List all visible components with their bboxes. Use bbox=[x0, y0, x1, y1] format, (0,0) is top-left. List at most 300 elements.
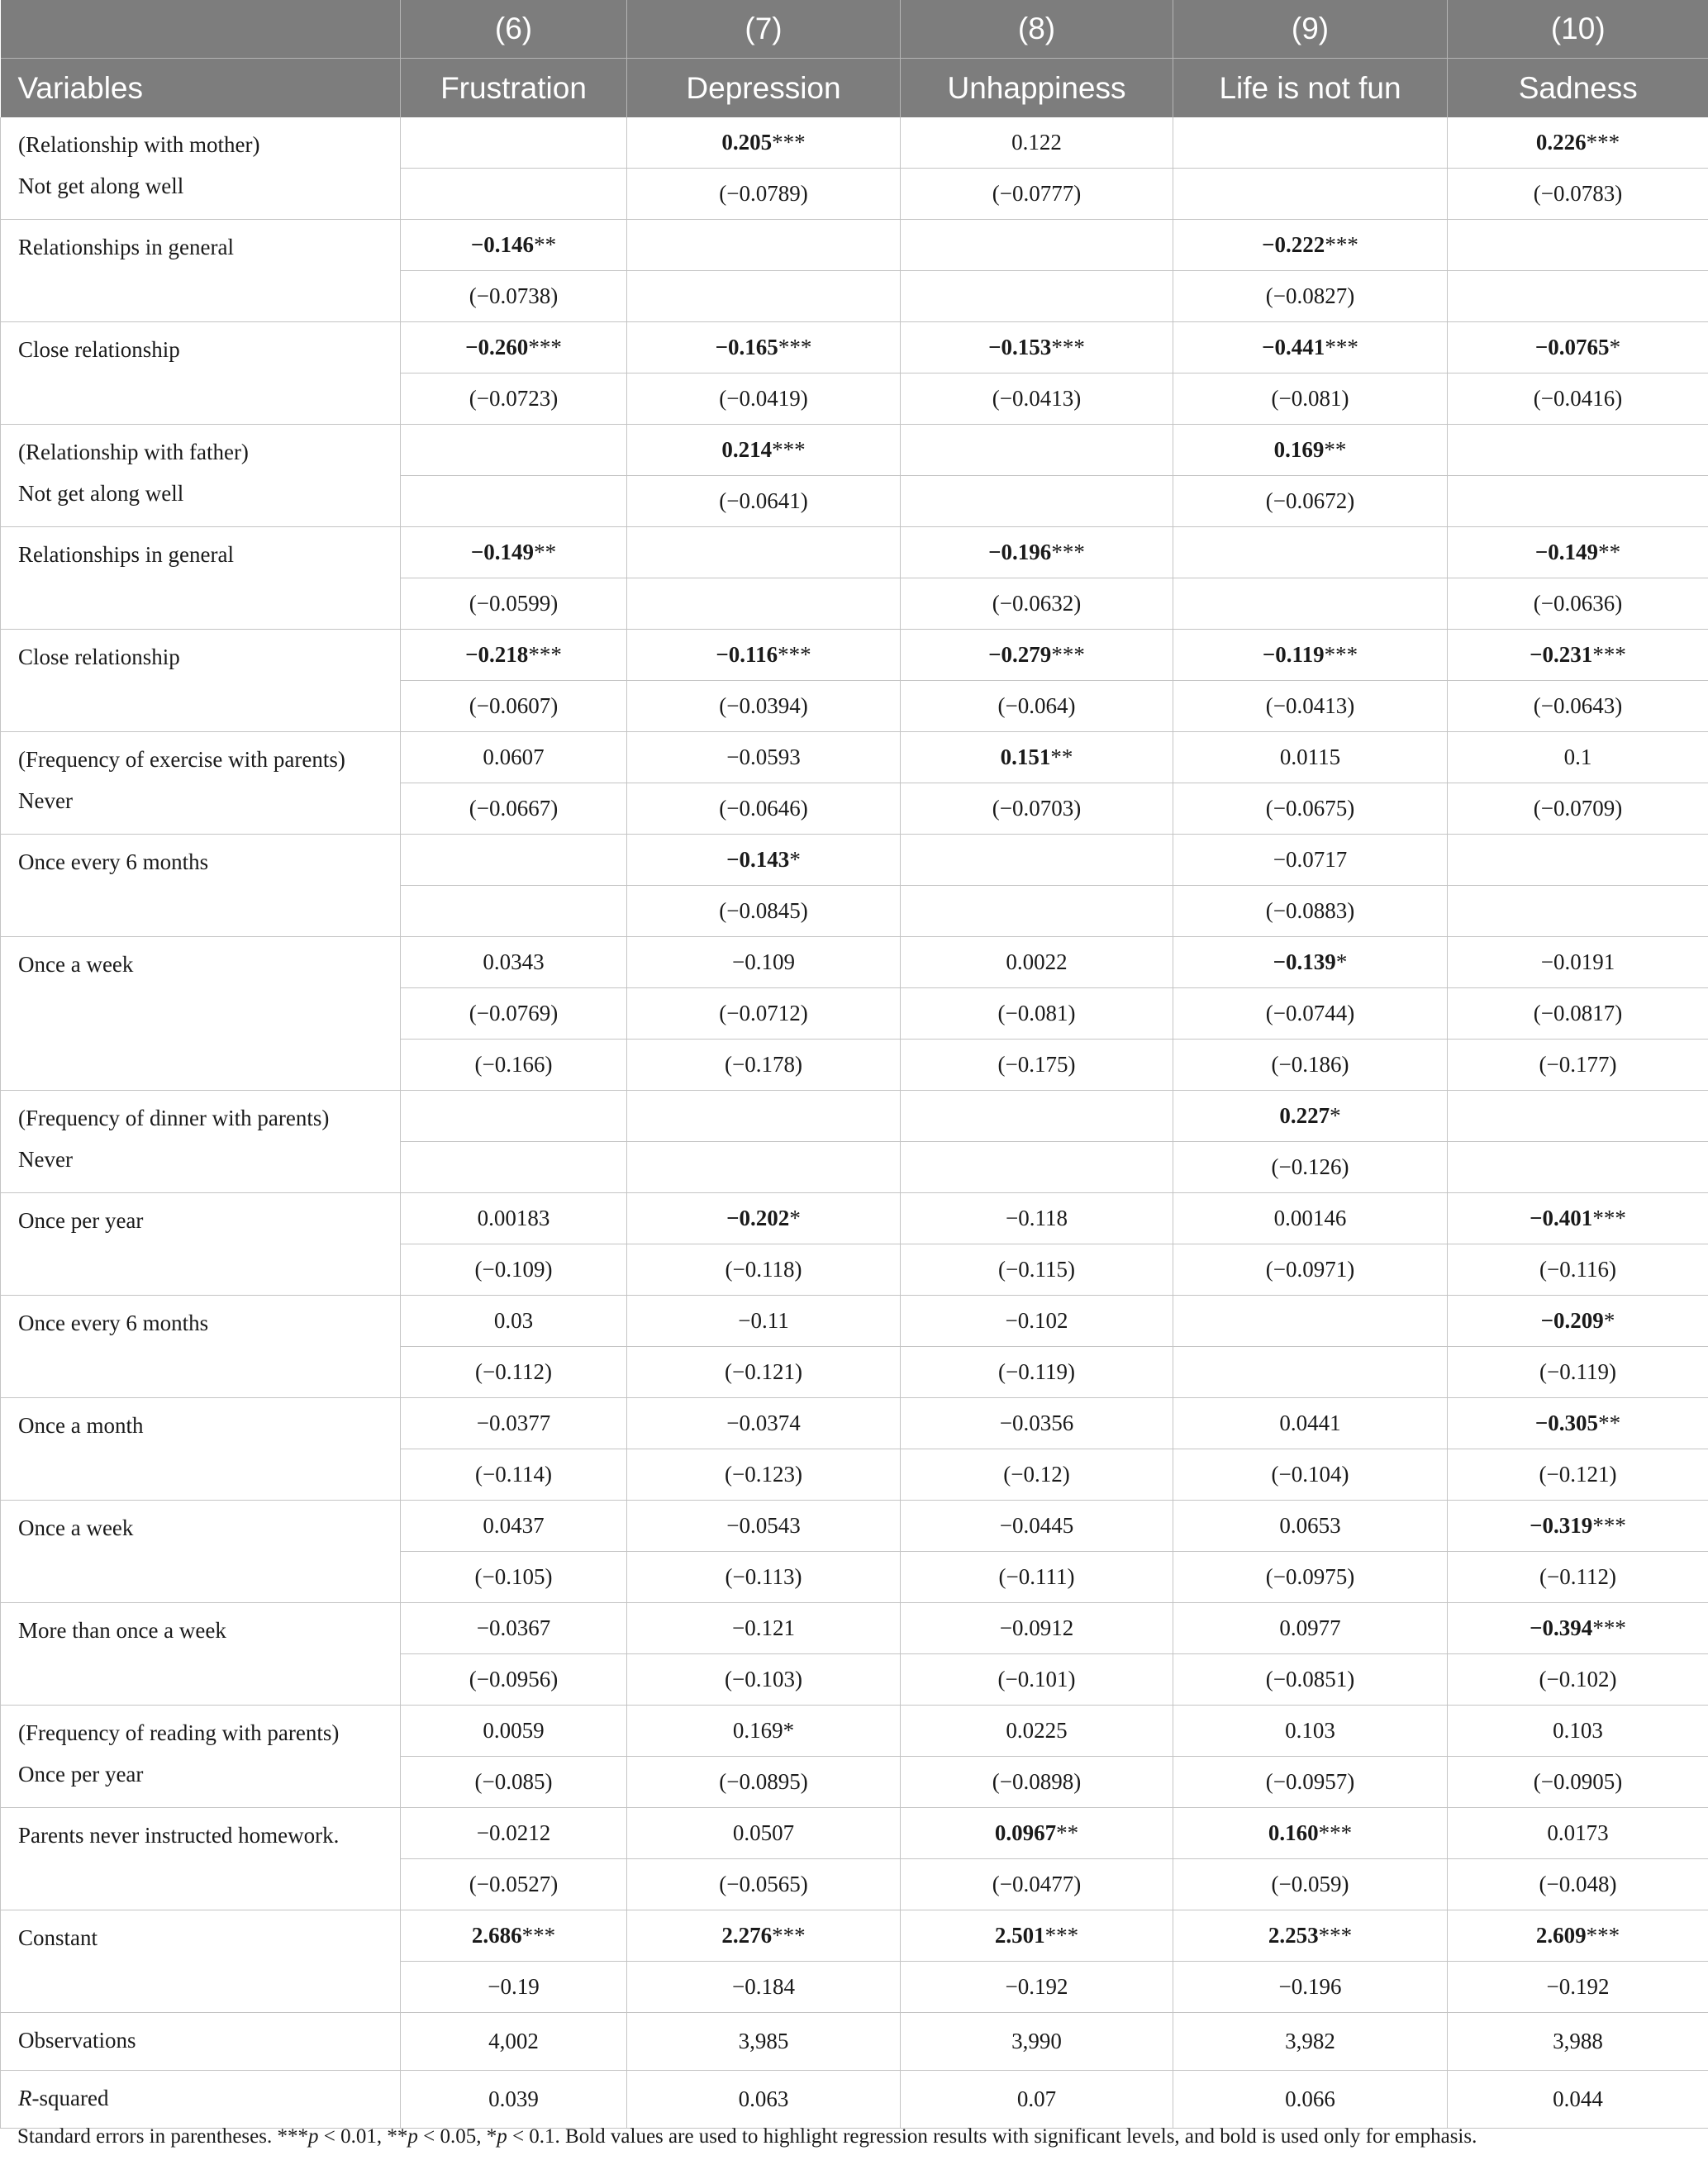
coefficient-cell: −0.119*** bbox=[1173, 630, 1448, 681]
coefficient-cell: −0.102 bbox=[901, 1296, 1173, 1347]
coefficient-cell: −0.209* bbox=[1448, 1296, 1708, 1347]
significance-stars: *** bbox=[1324, 642, 1358, 667]
significance-stars: *** bbox=[1592, 1513, 1626, 1538]
significance-stars: * bbox=[1609, 335, 1621, 359]
coefficient-cell: (−0.112) bbox=[401, 1347, 627, 1398]
coefficient-cell: −0.401*** bbox=[1448, 1193, 1708, 1244]
significance-stars: *** bbox=[1325, 232, 1358, 257]
coefficient-cell: −0.192 bbox=[901, 1962, 1173, 2013]
coefficient-cell: (−0.0394) bbox=[627, 681, 901, 732]
coefficient-cell: −0.121 bbox=[627, 1603, 901, 1654]
column-number: (6) bbox=[401, 0, 627, 59]
column-name-row bbox=[1, 59, 1708, 118]
coefficient-cell: −0.0717 bbox=[1173, 835, 1448, 886]
coefficient-cell: (−0.0783) bbox=[1448, 169, 1708, 220]
coefficient-cell: 0.0977 bbox=[1173, 1603, 1448, 1654]
coefficient-cell: −0.192 bbox=[1448, 1962, 1708, 2013]
significance-stars: ** bbox=[534, 540, 557, 564]
variable-label-line: Once per year bbox=[18, 1208, 144, 1233]
significance-stars: *** bbox=[1586, 130, 1620, 155]
variable-label-line: Once every 6 months bbox=[18, 849, 209, 874]
significance-stars: *** bbox=[1592, 1206, 1626, 1230]
coefficient-cell bbox=[1173, 578, 1448, 630]
variable-label-line: Not get along well bbox=[18, 174, 184, 198]
coefficient-cell: 0.0653 bbox=[1173, 1501, 1448, 1552]
significance-stars: *** bbox=[772, 1923, 806, 1948]
coefficient-cell bbox=[1173, 117, 1448, 169]
significance-stars: ** bbox=[534, 232, 557, 257]
column-number-row bbox=[1, 0, 1708, 59]
coefficient-cell: (−0.119) bbox=[1448, 1347, 1708, 1398]
coefficient-cell: −0.218*** bbox=[401, 630, 627, 681]
coefficient-cell: (−0.102) bbox=[1448, 1654, 1708, 1706]
coefficient-cell: −0.0593 bbox=[627, 732, 901, 783]
variable-label-line: Never bbox=[18, 1147, 73, 1172]
coefficient-cell: −0.222*** bbox=[1173, 220, 1448, 271]
table-header bbox=[1, 0, 1708, 117]
variable-label-line: (Relationship with father) bbox=[18, 440, 249, 464]
coefficient-cell bbox=[1448, 1091, 1708, 1142]
coefficient-cell: 2.609*** bbox=[1448, 1910, 1708, 1962]
coefficient-cell bbox=[1173, 527, 1448, 578]
coefficient-cell: −0.146** bbox=[401, 220, 627, 271]
column-number: (7) bbox=[627, 0, 901, 59]
variable-label bbox=[1, 835, 401, 937]
coefficient-cell: (−0.081) bbox=[1173, 373, 1448, 425]
coefficient-cell: −0.0191 bbox=[1448, 937, 1708, 988]
coefficient-cell: 0.226*** bbox=[1448, 117, 1708, 169]
coefficient-cell: (−0.166) bbox=[401, 1040, 627, 1091]
variable-label-line: (Frequency of dinner with parents) bbox=[18, 1106, 330, 1130]
coefficient-cell bbox=[401, 1142, 627, 1193]
table-row bbox=[1, 117, 1708, 169]
table-row bbox=[1, 2071, 1708, 2129]
coefficient-cell: 0.0022 bbox=[901, 937, 1173, 988]
coefficient-cell: (−0.0851) bbox=[1173, 1654, 1448, 1706]
coefficient-cell: (−0.118) bbox=[627, 1244, 901, 1296]
footnote-text: < 0.05, * bbox=[417, 2125, 497, 2148]
coefficient-cell: (−0.0709) bbox=[1448, 783, 1708, 835]
coefficient-cell bbox=[401, 1091, 627, 1142]
coefficient-cell: (−0.081) bbox=[901, 988, 1173, 1040]
coefficient-cell: 0.0437 bbox=[401, 1501, 627, 1552]
coefficient-cell bbox=[401, 476, 627, 527]
coefficient-cell: 0.0967** bbox=[901, 1808, 1173, 1859]
coefficient-cell: −0.0367 bbox=[401, 1603, 627, 1654]
variable-label bbox=[1, 220, 401, 322]
coefficient-cell: −0.0912 bbox=[901, 1603, 1173, 1654]
significance-stars: * bbox=[1603, 1308, 1615, 1333]
coefficient-cell: 0.039 bbox=[401, 2071, 627, 2129]
significance-stars: ** bbox=[1050, 745, 1073, 769]
variable-label bbox=[1, 1193, 401, 1296]
variable-label-line: Never bbox=[18, 788, 73, 813]
table-row bbox=[1, 425, 1708, 476]
coefficient-cell: 0.0607 bbox=[401, 732, 627, 783]
variable-label bbox=[1, 117, 401, 220]
coefficient-cell bbox=[401, 835, 627, 886]
coefficient-cell bbox=[1448, 1142, 1708, 1193]
coefficient-cell: −0.0543 bbox=[627, 1501, 901, 1552]
coefficient-cell: (−0.0477) bbox=[901, 1859, 1173, 1910]
footnote-p: p bbox=[497, 2125, 507, 2148]
coefficient-cell: (−0.178) bbox=[627, 1040, 901, 1091]
coefficient-cell bbox=[901, 1091, 1173, 1142]
table-row bbox=[1, 527, 1708, 578]
column-number: (10) bbox=[1448, 0, 1708, 59]
coefficient-cell: (−0.0599) bbox=[401, 578, 627, 630]
significance-stars: *** bbox=[778, 335, 812, 359]
coefficient-cell: (−0.0527) bbox=[401, 1859, 627, 1910]
coefficient-cell: 0.0225 bbox=[901, 1706, 1173, 1757]
coefficient-cell: −0.0356 bbox=[901, 1398, 1173, 1449]
variable-label bbox=[1, 630, 401, 732]
variable-label-line: (Frequency of reading with parents) bbox=[18, 1720, 340, 1745]
coefficient-cell: (−0.0416) bbox=[1448, 373, 1708, 425]
variable-label-line: Once every 6 months bbox=[18, 1311, 209, 1335]
outcome-header: Life is not fun bbox=[1173, 59, 1448, 118]
table-body bbox=[1, 117, 1708, 2129]
coefficient-cell: (−0.0723) bbox=[401, 373, 627, 425]
coefficient-cell: 0.160*** bbox=[1173, 1808, 1448, 1859]
coefficient-cell: (−0.0703) bbox=[901, 783, 1173, 835]
variable-label bbox=[1, 1706, 401, 1808]
significance-stars: ** bbox=[1324, 437, 1347, 462]
coefficient-cell bbox=[401, 425, 627, 476]
coefficient-cell: (−0.103) bbox=[627, 1654, 901, 1706]
coefficient-cell: 0.169* bbox=[627, 1706, 901, 1757]
significance-stars: *** bbox=[528, 335, 562, 359]
significance-stars: *** bbox=[772, 437, 806, 462]
coefficient-cell: −0.153*** bbox=[901, 322, 1173, 373]
variable-label-line: (Relationship with mother) bbox=[18, 132, 260, 157]
variable-label-line: More than once a week bbox=[18, 1618, 226, 1643]
table-row bbox=[1, 2013, 1708, 2071]
coefficient-cell bbox=[627, 271, 901, 322]
variable-label-line: Not get along well bbox=[18, 481, 184, 506]
coefficient-cell: (−0.0712) bbox=[627, 988, 901, 1040]
table-row bbox=[1, 1808, 1708, 1859]
table-row bbox=[1, 1501, 1708, 1552]
coefficient-cell: −0.441*** bbox=[1173, 322, 1448, 373]
coefficient-cell bbox=[401, 117, 627, 169]
significance-stars: *** bbox=[1051, 540, 1085, 564]
variable-label bbox=[1, 1910, 401, 2013]
coefficient-cell: (−0.0667) bbox=[401, 783, 627, 835]
coefficient-cell: 0.0507 bbox=[627, 1808, 901, 1859]
variable-label-line: Constant bbox=[18, 1925, 98, 1950]
coefficient-cell: (−0.0643) bbox=[1448, 681, 1708, 732]
coefficient-cell: −0.0445 bbox=[901, 1501, 1173, 1552]
coefficient-cell: (−0.0738) bbox=[401, 271, 627, 322]
variable-label bbox=[1, 2071, 401, 2129]
coefficient-cell: 0.214*** bbox=[627, 425, 901, 476]
table-row bbox=[1, 1398, 1708, 1449]
coefficient-cell bbox=[1448, 220, 1708, 271]
coefficient-cell: (−0.104) bbox=[1173, 1449, 1448, 1501]
variable-label-line: Relationships in general bbox=[18, 235, 234, 259]
coefficient-cell bbox=[1448, 886, 1708, 937]
variable-label-line: Relationships in general bbox=[18, 542, 234, 567]
coefficient-cell: 0.227* bbox=[1173, 1091, 1448, 1142]
significance-stars: ** bbox=[1056, 1820, 1079, 1845]
coefficient-cell: (−0.0957) bbox=[1173, 1757, 1448, 1808]
coefficient-cell: (−0.0971) bbox=[1173, 1244, 1448, 1296]
column-number: (9) bbox=[1173, 0, 1448, 59]
variable-label-line: (Frequency of exercise with parents) bbox=[18, 747, 345, 772]
coefficient-cell bbox=[901, 425, 1173, 476]
coefficient-cell: (−0.119) bbox=[901, 1347, 1173, 1398]
coefficient-cell: (−0.0744) bbox=[1173, 988, 1448, 1040]
coefficient-cell bbox=[901, 886, 1173, 937]
coefficient-cell: 3,988 bbox=[1448, 2013, 1708, 2071]
variable-label bbox=[1, 322, 401, 425]
coefficient-cell: 0.066 bbox=[1173, 2071, 1448, 2129]
coefficient-cell: (−0.114) bbox=[401, 1449, 627, 1501]
significance-stars: *** bbox=[772, 130, 806, 155]
coefficient-cell: 3,985 bbox=[627, 2013, 901, 2071]
coefficient-cell: −0.305** bbox=[1448, 1398, 1708, 1449]
coefficient-cell: 0.0059 bbox=[401, 1706, 627, 1757]
outcome-header: Depression bbox=[627, 59, 901, 118]
coefficient-cell bbox=[901, 271, 1173, 322]
coefficient-cell bbox=[401, 886, 627, 937]
coefficient-cell bbox=[1448, 835, 1708, 886]
significance-stars: *** bbox=[1318, 1923, 1353, 1948]
footnote-p: p bbox=[307, 2125, 319, 2148]
coefficient-cell bbox=[627, 1091, 901, 1142]
coefficient-cell: (−0.111) bbox=[901, 1552, 1173, 1603]
coefficient-cell: −0.0374 bbox=[627, 1398, 901, 1449]
footnote-text: < 0.01, ** bbox=[318, 2125, 408, 2148]
coefficient-cell: (−0.112) bbox=[1448, 1552, 1708, 1603]
significance-stars: * bbox=[1335, 949, 1348, 974]
coefficient-cell: (−0.175) bbox=[901, 1040, 1173, 1091]
coefficient-cell: (−0.101) bbox=[901, 1654, 1173, 1706]
table-row bbox=[1, 1910, 1708, 1962]
coefficient-cell: (−0.113) bbox=[627, 1552, 901, 1603]
significance-stars: *** bbox=[1318, 1820, 1353, 1845]
variable-label bbox=[1, 1091, 401, 1193]
coefficient-cell: 0.122 bbox=[901, 117, 1173, 169]
coefficient-cell: 0.169** bbox=[1173, 425, 1448, 476]
table-row bbox=[1, 1706, 1708, 1757]
table-row bbox=[1, 835, 1708, 886]
coefficient-cell: 0.205*** bbox=[627, 117, 901, 169]
outcome-header: Unhappiness bbox=[901, 59, 1173, 118]
significance-stars: *** bbox=[1592, 1615, 1626, 1640]
outcome-header: Frustration bbox=[401, 59, 627, 118]
coefficient-cell: (−0.0883) bbox=[1173, 886, 1448, 937]
significance-stars: ** bbox=[1598, 1411, 1621, 1435]
significance-stars: *** bbox=[1592, 642, 1626, 667]
coefficient-cell: −0.260*** bbox=[401, 322, 627, 373]
variable-label bbox=[1, 1501, 401, 1603]
table-row bbox=[1, 1296, 1708, 1347]
coefficient-cell: 0.0173 bbox=[1448, 1808, 1708, 1859]
coefficient-cell: (−0.0845) bbox=[627, 886, 901, 937]
significance-stars: ** bbox=[1598, 540, 1621, 564]
coefficient-cell: −0.149** bbox=[401, 527, 627, 578]
coefficient-cell: 0.0343 bbox=[401, 937, 627, 988]
variable-label bbox=[1, 1808, 401, 1910]
table-row bbox=[1, 1193, 1708, 1244]
outcome-header: Sadness bbox=[1448, 59, 1708, 118]
coefficient-cell bbox=[1173, 169, 1448, 220]
coefficient-cell bbox=[627, 1142, 901, 1193]
coefficient-cell: (−0.0817) bbox=[1448, 988, 1708, 1040]
coefficient-cell: −0.394*** bbox=[1448, 1603, 1708, 1654]
coefficient-cell: −0.202* bbox=[627, 1193, 901, 1244]
coefficient-cell: 0.103 bbox=[1448, 1706, 1708, 1757]
coefficient-cell: (−0.0607) bbox=[401, 681, 627, 732]
variable-label bbox=[1, 425, 401, 527]
coefficient-cell: (−0.0413) bbox=[901, 373, 1173, 425]
coefficient-cell: (−0.121) bbox=[627, 1347, 901, 1398]
coefficient-cell: −0.139* bbox=[1173, 937, 1448, 988]
variable-label-line: Once a week bbox=[18, 952, 134, 977]
coefficient-cell: 0.063 bbox=[627, 2071, 901, 2129]
variable-label-line: Close relationship bbox=[18, 645, 180, 669]
coefficient-cell: (−0.0769) bbox=[401, 988, 627, 1040]
coefficient-cell bbox=[901, 1142, 1173, 1193]
coefficient-cell bbox=[901, 835, 1173, 886]
coefficient-cell: −0.279*** bbox=[901, 630, 1173, 681]
variable-label-line: Close relationship bbox=[18, 337, 180, 362]
coefficient-cell: (−0.0672) bbox=[1173, 476, 1448, 527]
coefficient-cell: (−0.0641) bbox=[627, 476, 901, 527]
variable-label bbox=[1, 937, 401, 1091]
coefficient-cell: −0.0377 bbox=[401, 1398, 627, 1449]
coefficient-cell bbox=[1448, 476, 1708, 527]
coefficient-cell: 3,982 bbox=[1173, 2013, 1448, 2071]
coefficient-cell: −0.11 bbox=[627, 1296, 901, 1347]
coefficient-cell: 0.103 bbox=[1173, 1706, 1448, 1757]
coefficient-cell: (−0.186) bbox=[1173, 1040, 1448, 1091]
coefficient-cell: (−0.0632) bbox=[901, 578, 1173, 630]
significance-stars: * bbox=[789, 1206, 801, 1230]
variables-header: Variables bbox=[1, 59, 401, 118]
coefficient-cell: 0.044 bbox=[1448, 2071, 1708, 2129]
coefficient-cell: −0.231*** bbox=[1448, 630, 1708, 681]
coefficient-cell: −0.143* bbox=[627, 835, 901, 886]
coefficient-cell: (−0.121) bbox=[1448, 1449, 1708, 1501]
variable-label-line: Once a month bbox=[18, 1413, 144, 1438]
coefficient-cell: 0.151** bbox=[901, 732, 1173, 783]
coefficient-cell: (−0.0905) bbox=[1448, 1757, 1708, 1808]
coefficient-cell: −0.0765* bbox=[1448, 322, 1708, 373]
variable-label bbox=[1, 1398, 401, 1501]
coefficient-cell: (−0.0565) bbox=[627, 1859, 901, 1910]
variable-label-line: Observations bbox=[18, 2028, 136, 2053]
coefficient-cell: −0.165*** bbox=[627, 322, 901, 373]
coefficient-cell: 2.253*** bbox=[1173, 1910, 1448, 1962]
coefficient-cell: −0.319*** bbox=[1448, 1501, 1708, 1552]
coefficient-cell: (−0.059) bbox=[1173, 1859, 1448, 1910]
coefficient-cell bbox=[627, 527, 901, 578]
coefficient-cell: 0.0115 bbox=[1173, 732, 1448, 783]
significance-stars: * bbox=[1330, 1103, 1341, 1128]
coefficient-cell: (−0.0789) bbox=[627, 169, 901, 220]
coefficient-cell: (−0.0413) bbox=[1173, 681, 1448, 732]
header-blank bbox=[1, 0, 401, 59]
coefficient-cell bbox=[901, 220, 1173, 271]
footnote-p: p bbox=[407, 2125, 418, 2148]
coefficient-cell: (−0.064) bbox=[901, 681, 1173, 732]
coefficient-cell: −0.109 bbox=[627, 937, 901, 988]
significance-stars: *** bbox=[1051, 335, 1085, 359]
table-row bbox=[1, 937, 1708, 988]
table-row bbox=[1, 630, 1708, 681]
variable-label bbox=[1, 2013, 401, 2071]
variable-label bbox=[1, 1296, 401, 1398]
significance-stars: *** bbox=[528, 642, 562, 667]
coefficient-cell: 2.501*** bbox=[901, 1910, 1173, 1962]
coefficient-cell: (−0.126) bbox=[1173, 1142, 1448, 1193]
table-row bbox=[1, 220, 1708, 271]
coefficient-cell: 2.686*** bbox=[401, 1910, 627, 1962]
coefficient-cell: (−0.0675) bbox=[1173, 783, 1448, 835]
coefficient-cell: (−0.115) bbox=[901, 1244, 1173, 1296]
coefficient-cell: (−0.0419) bbox=[627, 373, 901, 425]
coefficient-cell: (−0.0956) bbox=[401, 1654, 627, 1706]
coefficient-cell: 0.0441 bbox=[1173, 1398, 1448, 1449]
coefficient-cell bbox=[901, 476, 1173, 527]
coefficient-cell bbox=[627, 578, 901, 630]
variable-label bbox=[1, 1603, 401, 1706]
coefficient-cell: 0.00146 bbox=[1173, 1193, 1448, 1244]
variable-label bbox=[1, 527, 401, 630]
coefficient-cell: (−0.048) bbox=[1448, 1859, 1708, 1910]
coefficient-cell: (−0.177) bbox=[1448, 1040, 1708, 1091]
coefficient-cell: 3,990 bbox=[901, 2013, 1173, 2071]
significance-stars: *** bbox=[1051, 642, 1085, 667]
coefficient-cell: 4,002 bbox=[401, 2013, 627, 2071]
coefficient-cell: 0.00183 bbox=[401, 1193, 627, 1244]
significance-stars: * bbox=[789, 847, 801, 872]
coefficient-cell: (−0.0827) bbox=[1173, 271, 1448, 322]
coefficient-cell: (−0.085) bbox=[401, 1757, 627, 1808]
table-row bbox=[1, 732, 1708, 783]
coefficient-cell: (−0.0646) bbox=[627, 783, 901, 835]
variable-label-line: Once per year bbox=[18, 1762, 144, 1787]
coefficient-cell: (−0.0636) bbox=[1448, 578, 1708, 630]
coefficient-cell: −0.19 bbox=[401, 1962, 627, 2013]
coefficient-cell: −0.0212 bbox=[401, 1808, 627, 1859]
coefficient-cell: −0.118 bbox=[901, 1193, 1173, 1244]
table-row bbox=[1, 1603, 1708, 1654]
coefficient-cell bbox=[1173, 1347, 1448, 1398]
coefficient-cell: (−0.123) bbox=[627, 1449, 901, 1501]
significance-stars: *** bbox=[1325, 335, 1358, 359]
coefficient-cell: 0.1 bbox=[1448, 732, 1708, 783]
significance-stars: *** bbox=[1586, 1923, 1620, 1948]
table-row bbox=[1, 1091, 1708, 1142]
coefficient-cell: (−0.109) bbox=[401, 1244, 627, 1296]
significance-stars: *** bbox=[521, 1923, 556, 1948]
coefficient-cell: (−0.116) bbox=[1448, 1244, 1708, 1296]
coefficient-cell bbox=[1173, 1296, 1448, 1347]
coefficient-cell: 0.03 bbox=[401, 1296, 627, 1347]
footnote-text: Standard errors in parentheses. *** bbox=[17, 2125, 308, 2148]
coefficient-cell: (−0.0975) bbox=[1173, 1552, 1448, 1603]
variable-label-line: Once a week bbox=[18, 1515, 134, 1540]
coefficient-cell: (−0.0777) bbox=[901, 169, 1173, 220]
coefficient-cell bbox=[401, 169, 627, 220]
coefficient-cell: −0.184 bbox=[627, 1962, 901, 2013]
coefficient-cell: (−0.0898) bbox=[901, 1757, 1173, 1808]
coefficient-cell bbox=[627, 220, 901, 271]
